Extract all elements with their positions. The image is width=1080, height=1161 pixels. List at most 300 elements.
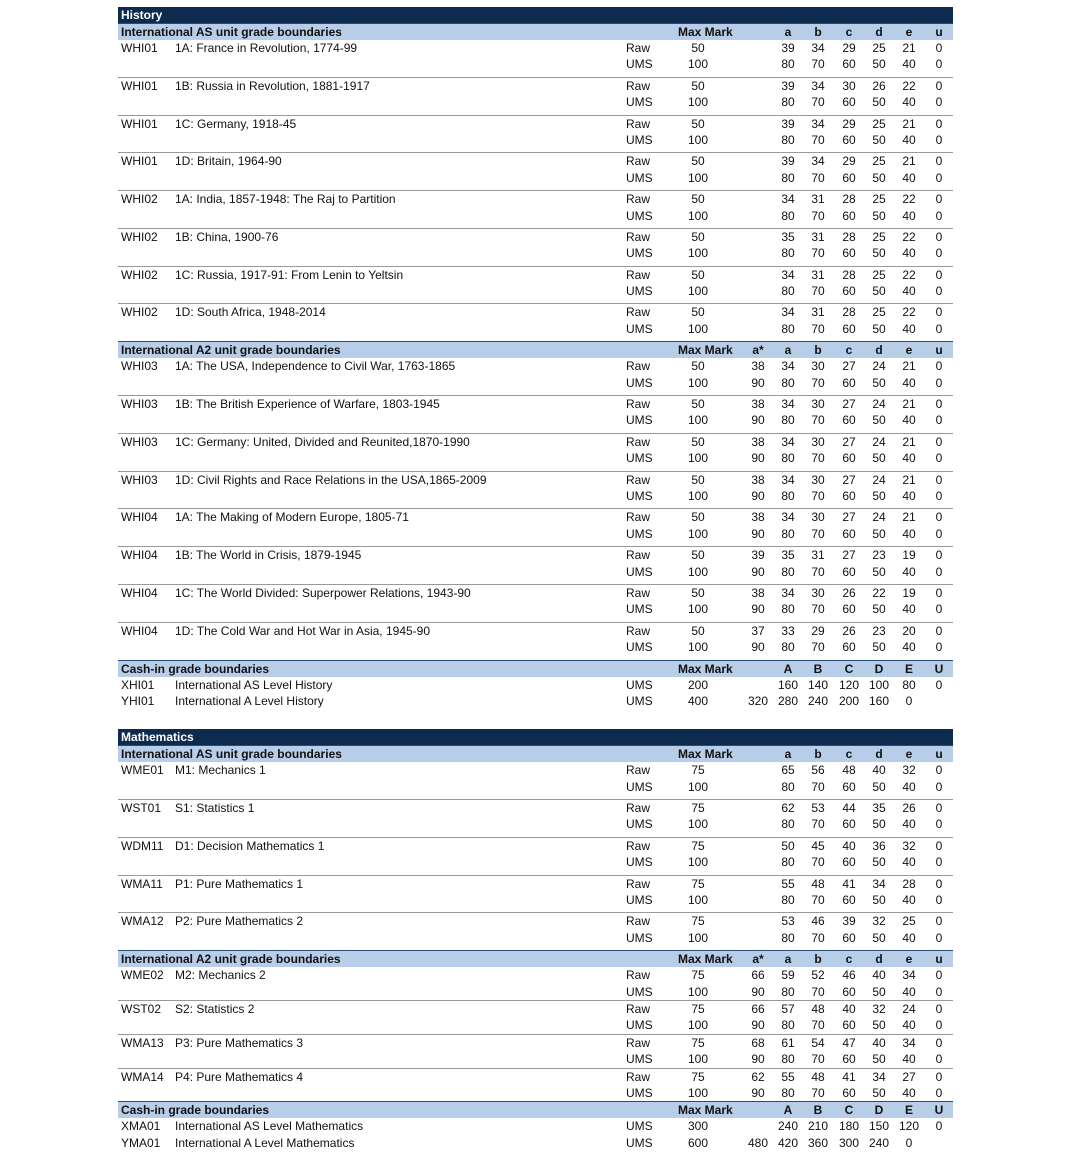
grade-value: 90 (751, 451, 765, 466)
unit-title: 1B: Russia in Revolution, 1881-1917 (175, 78, 370, 93)
max-mark-heading: Max Mark (678, 343, 733, 358)
max-mark: 75 (691, 1001, 705, 1016)
grade-value: 40 (872, 763, 886, 778)
unit-row-ums (118, 1051, 953, 1067)
history-as-header (118, 23, 953, 40)
grade-value: 40 (902, 170, 916, 185)
grade-value: 80 (781, 930, 795, 945)
qualification-title: International AS Level History (175, 677, 333, 692)
grade-heading: d (875, 952, 883, 967)
grade-value: 0 (935, 526, 943, 541)
mark-type: Raw (626, 1035, 651, 1050)
unit-row-raw (118, 913, 953, 929)
unit-row-ums (118, 854, 953, 870)
max-mark: 50 (691, 116, 705, 131)
grade-value: 27 (842, 434, 856, 449)
unit-row-raw (118, 229, 953, 245)
unit-row-raw (118, 762, 953, 778)
mark-type: Raw (626, 1001, 651, 1016)
grade-value: 0 (935, 451, 943, 466)
grade-value: 80 (781, 170, 795, 185)
grade-value: 34 (781, 585, 795, 600)
unit-code: WHI03 (121, 472, 158, 487)
grade-value: 80 (781, 1085, 795, 1100)
unit-title: P2: Pure Mathematics 2 (175, 914, 304, 929)
grade-value: 40 (902, 246, 916, 261)
unit-title: 1D: Britain, 1964-90 (175, 154, 282, 169)
maths-cash-header (118, 1101, 953, 1118)
grade-value: 200 (838, 693, 860, 708)
grade-value: 24 (872, 510, 886, 525)
grade-value: 70 (811, 1052, 825, 1067)
grade-value: 50 (781, 838, 795, 853)
mark-type: Raw (626, 305, 651, 320)
max-mark-heading: Max Mark (678, 1103, 733, 1118)
grade-value: 210 (807, 1119, 829, 1134)
unit-block (118, 78, 953, 116)
unit-row-ums (118, 892, 953, 908)
unit-title: 1C: Russia, 1917-91: From Lenin to Yeltsin (175, 267, 404, 282)
grade-value: 70 (811, 170, 825, 185)
grade-value: 0 (935, 1119, 943, 1134)
unit-row-raw (118, 304, 953, 320)
grade-value: 24 (902, 1001, 916, 1016)
unit-row-raw (118, 876, 953, 892)
grade-value: 60 (842, 855, 856, 870)
grade-value: 70 (811, 602, 825, 617)
grade-value: 24 (872, 359, 886, 374)
max-mark: 100 (687, 893, 709, 908)
grade-value: 50 (872, 413, 886, 428)
grade-value: 40 (902, 451, 916, 466)
unit-row-raw (118, 509, 953, 525)
grade-heading: e (905, 952, 913, 967)
unit-title: 1D: The Cold War and Hot War in Asia, 1945-90 (175, 623, 431, 638)
grade-value: 39 (781, 78, 795, 93)
grade-value: 0 (935, 192, 943, 207)
grade-value: 0 (935, 267, 943, 282)
grade-value: 300 (838, 1135, 860, 1150)
history-a2-header (118, 341, 953, 358)
subheader-label: International A2 unit grade boundaries (121, 343, 341, 358)
mark-type: Raw (626, 838, 651, 853)
max-mark: 100 (687, 640, 709, 655)
grade-value: 420 (777, 1135, 799, 1150)
grade-value: 60 (842, 779, 856, 794)
unit-code: WHI03 (121, 397, 158, 412)
cash-in-row (118, 693, 953, 709)
mark-type: UMS (626, 132, 653, 147)
grade-value: 0 (935, 623, 943, 638)
grade-value: 40 (902, 984, 916, 999)
grade-value: 34 (811, 78, 825, 93)
grade-value: 90 (751, 602, 765, 617)
grade-value: 22 (902, 305, 916, 320)
grade-value: 0 (935, 472, 943, 487)
grade-value: 40 (902, 640, 916, 655)
unit-code: WHI01 (121, 78, 158, 93)
grade-value: 60 (842, 1018, 856, 1033)
grade-value: 240 (807, 693, 829, 708)
grade-value: 70 (811, 284, 825, 299)
mark-type: UMS (626, 1052, 653, 1067)
qualification-title: International A Level Mathematics (175, 1135, 355, 1150)
grade-value: 60 (842, 95, 856, 110)
qualification-code: XMA01 (121, 1119, 161, 1134)
grade-value: 0 (935, 1069, 943, 1084)
unit-row-ums (118, 412, 953, 428)
grade-value: 180 (838, 1119, 860, 1134)
grade-value: 50 (872, 893, 886, 908)
grade-value: 60 (842, 132, 856, 147)
grade-value: 21 (902, 472, 916, 487)
mark-type: UMS (626, 488, 653, 503)
grade-value: 80 (781, 95, 795, 110)
qualification-code: YHI01 (121, 693, 155, 708)
unit-row-raw (118, 358, 953, 374)
unit-block (118, 153, 953, 191)
grade-heading: a* (752, 343, 764, 358)
grade-value: 37 (751, 623, 765, 638)
grade-value: 70 (811, 1018, 825, 1033)
grade-value: 60 (842, 984, 856, 999)
unit-row-raw (118, 547, 953, 563)
mark-type: UMS (626, 930, 653, 945)
grade-value: 40 (902, 132, 916, 147)
grade-heading: c (845, 952, 853, 967)
unit-row-raw (118, 191, 953, 207)
grade-value: 50 (872, 95, 886, 110)
unit-row-raw (118, 838, 953, 854)
grade-value: 25 (872, 229, 886, 244)
grade-value: 50 (872, 564, 886, 579)
grade-value: 0 (935, 548, 943, 563)
grade-value: 50 (872, 526, 886, 541)
grade-value: 80 (781, 488, 795, 503)
unit-code: WHI03 (121, 359, 158, 374)
max-mark-heading: Max Mark (678, 747, 733, 762)
grade-value: 41 (842, 876, 856, 891)
max-mark: 50 (691, 305, 705, 320)
grade-value: 60 (842, 246, 856, 261)
history-section (118, 7, 953, 709)
grade-value: 35 (872, 801, 886, 816)
unit-block (118, 800, 953, 838)
mark-type: Raw (626, 397, 651, 412)
unit-code: WHI02 (121, 267, 158, 282)
max-mark: 100 (687, 526, 709, 541)
unit-row-ums (118, 984, 953, 1000)
grade-value: 60 (842, 57, 856, 72)
grade-value: 50 (872, 284, 886, 299)
unit-block (118, 304, 953, 341)
grade-heading: d (875, 747, 883, 762)
grade-value: 80 (781, 817, 795, 832)
grade-value: 50 (872, 375, 886, 390)
unit-code: WHI02 (121, 305, 158, 320)
max-mark: 75 (691, 914, 705, 929)
max-mark: 100 (687, 246, 709, 261)
max-mark: 100 (687, 984, 709, 999)
grade-value: 0 (935, 763, 943, 778)
unit-row-raw (118, 472, 953, 488)
grade-value: 0 (935, 488, 943, 503)
unit-code: WHI03 (121, 434, 158, 449)
grade-value: 80 (781, 1052, 795, 1067)
maths-section-title: Mathematics (118, 729, 953, 745)
grade-value: 80 (781, 321, 795, 336)
cash-in-row (118, 677, 953, 693)
max-mark: 200 (687, 677, 709, 692)
unit-block (118, 40, 953, 78)
maths-a2-header (118, 950, 953, 967)
unit-title: 1C: Germany, 1918-45 (175, 116, 297, 131)
unit-block (118, 191, 953, 229)
unit-title: 1B: The World in Crisis, 1879-1945 (175, 548, 362, 563)
max-mark: 50 (691, 397, 705, 412)
unit-title: P4: Pure Mathematics 4 (175, 1069, 304, 1084)
max-mark: 75 (691, 801, 705, 816)
max-mark: 100 (687, 855, 709, 870)
grade-value: 0 (935, 116, 943, 131)
grade-value: 70 (811, 526, 825, 541)
grade-value: 80 (781, 855, 795, 870)
grade-heading: B (813, 661, 823, 676)
grade-value: 50 (872, 602, 886, 617)
mark-type: UMS (626, 208, 653, 223)
mark-type: Raw (626, 968, 651, 983)
grade-value: 0 (935, 855, 943, 870)
grade-heading: a (784, 747, 792, 762)
mark-type: Raw (626, 876, 651, 891)
grade-value: 48 (811, 1069, 825, 1084)
grade-value: 30 (842, 78, 856, 93)
grade-heading: b (814, 25, 822, 39)
mark-type: Raw (626, 510, 651, 525)
mark-type: UMS (626, 984, 653, 999)
mark-type: UMS (626, 321, 653, 336)
grade-value: 50 (872, 170, 886, 185)
grade-value: 53 (811, 801, 825, 816)
grade-value: 21 (902, 434, 916, 449)
grade-value: 0 (935, 510, 943, 525)
grade-heading: A (783, 1103, 793, 1118)
grade-value: 28 (902, 876, 916, 891)
grade-value: 55 (781, 1069, 795, 1084)
grade-value: 80 (781, 893, 795, 908)
unit-row-ums (118, 94, 953, 110)
grade-value: 90 (751, 564, 765, 579)
unit-block (118, 547, 953, 585)
grade-value: 90 (751, 1085, 765, 1100)
grade-heading: d (875, 343, 883, 358)
unit-code: WHI02 (121, 192, 158, 207)
mark-type: UMS (626, 57, 653, 72)
grade-value: 50 (872, 1052, 886, 1067)
grade-value: 40 (902, 375, 916, 390)
grade-value: 0 (905, 693, 913, 708)
grade-value: 29 (811, 623, 825, 638)
max-mark-heading: Max Mark (678, 661, 733, 676)
max-mark: 50 (691, 623, 705, 638)
grade-value: 30 (811, 397, 825, 412)
mark-type: Raw (626, 229, 651, 244)
unit-block (118, 876, 953, 914)
unit-block (118, 585, 953, 623)
grade-value: 44 (842, 801, 856, 816)
grade-value: 70 (811, 893, 825, 908)
grade-value: 0 (935, 1035, 943, 1050)
subheader-label: International A2 unit grade boundaries (121, 952, 341, 967)
unit-title: 1B: The British Experience of Warfare, 1803-1945 (175, 397, 440, 412)
grade-heading: E (904, 1103, 913, 1118)
unit-row-ums (118, 321, 953, 337)
grade-heading: C (844, 661, 854, 676)
grade-value: 40 (872, 968, 886, 983)
max-mark: 100 (687, 602, 709, 617)
grade-value: 30 (811, 359, 825, 374)
grade-value: 40 (902, 564, 916, 579)
grade-value: 60 (842, 817, 856, 832)
grade-value: 48 (842, 763, 856, 778)
max-mark: 100 (687, 375, 709, 390)
subheader-label: Cash-in grade boundaries (121, 1103, 270, 1118)
maths-as-header (118, 745, 953, 762)
unit-code: WDM11 (121, 838, 164, 853)
grade-heading: b (814, 747, 822, 762)
grade-heading: a (784, 343, 792, 358)
grade-value: 25 (872, 154, 886, 169)
grade-value: 32 (872, 914, 886, 929)
mark-type: UMS (626, 564, 653, 579)
unit-row-ums (118, 779, 953, 795)
grade-value: 90 (751, 1018, 765, 1033)
grade-value: 320 (747, 693, 769, 708)
grade-value: 25 (872, 116, 886, 131)
grade-value: 33 (781, 623, 795, 638)
grade-value: 38 (751, 585, 765, 600)
mark-type: Raw (626, 434, 651, 449)
mark-type: UMS (626, 284, 653, 299)
unit-row-ums (118, 601, 953, 617)
grade-value: 40 (872, 1035, 886, 1050)
grade-value: 66 (751, 1001, 765, 1016)
grade-value: 55 (781, 876, 795, 891)
unit-block (118, 967, 953, 1001)
grade-value: 70 (811, 451, 825, 466)
grade-value: 480 (747, 1135, 769, 1150)
grade-value: 90 (751, 413, 765, 428)
max-mark: 50 (691, 192, 705, 207)
mark-type: UMS (626, 893, 653, 908)
unit-block (118, 116, 953, 154)
unit-row-raw (118, 1069, 953, 1085)
history-cash-header (118, 660, 953, 677)
grade-value: 80 (902, 677, 916, 692)
max-mark: 100 (687, 208, 709, 223)
grade-value: 21 (902, 116, 916, 131)
unit-block (118, 623, 953, 660)
grade-value: 70 (811, 208, 825, 223)
unit-title: 1A: India, 1857-1948: The Raj to Partition (175, 192, 396, 207)
grade-value: 40 (902, 1085, 916, 1100)
unit-row-raw (118, 967, 953, 983)
max-mark: 100 (687, 1052, 709, 1067)
unit-row-ums (118, 132, 953, 148)
unit-row-raw (118, 434, 953, 450)
grade-value: 40 (902, 95, 916, 110)
grade-value: 50 (872, 817, 886, 832)
max-mark: 100 (687, 817, 709, 832)
grade-heading: u (935, 343, 943, 358)
grade-value: 70 (811, 984, 825, 999)
grade-value: 50 (872, 451, 886, 466)
cash-in-row (118, 1118, 953, 1134)
unit-row-ums (118, 170, 953, 186)
grade-value: 40 (902, 855, 916, 870)
max-mark: 100 (687, 321, 709, 336)
grade-value: 90 (751, 526, 765, 541)
grade-value: 0 (935, 154, 943, 169)
mark-type: UMS (626, 855, 653, 870)
grade-value: 160 (777, 677, 799, 692)
grade-value: 19 (902, 548, 916, 563)
grade-value: 34 (811, 41, 825, 55)
grade-value: 40 (902, 488, 916, 503)
mark-type: Raw (626, 763, 651, 778)
max-mark: 300 (687, 1119, 709, 1134)
max-mark: 50 (691, 78, 705, 93)
grade-value: 60 (842, 640, 856, 655)
grade-value: 0 (935, 229, 943, 244)
grade-value: 35 (781, 229, 795, 244)
grade-value: 60 (842, 170, 856, 185)
grade-value: 70 (811, 930, 825, 945)
max-mark: 100 (687, 1018, 709, 1033)
unit-code: WHI01 (121, 116, 158, 131)
grade-value: 240 (868, 1135, 890, 1150)
grade-value: 0 (935, 677, 943, 692)
unit-code: WHI04 (121, 585, 158, 600)
grade-value: 70 (811, 817, 825, 832)
grade-value: 28 (842, 229, 856, 244)
grade-value: 39 (781, 41, 795, 55)
grade-value: 28 (842, 192, 856, 207)
grade-value: 0 (935, 1085, 943, 1100)
mark-type: Raw (626, 585, 651, 600)
mark-type: Raw (626, 359, 651, 374)
unit-row-ums (118, 930, 953, 946)
grade-value: 27 (842, 359, 856, 374)
grade-value: 60 (842, 1052, 856, 1067)
grade-value: 80 (781, 57, 795, 72)
grade-value: 70 (811, 57, 825, 72)
grade-value: 24 (872, 434, 886, 449)
grade-value: 60 (842, 488, 856, 503)
grade-value: 40 (902, 817, 916, 832)
grade-value: 34 (781, 267, 795, 282)
grade-value: 65 (781, 763, 795, 778)
unit-block (118, 1069, 953, 1102)
grade-value: 23 (872, 548, 886, 563)
grade-value: 0 (935, 95, 943, 110)
grade-value: 70 (811, 375, 825, 390)
qualification-title: International A Level History (175, 693, 324, 708)
unit-code: WST02 (121, 1001, 162, 1016)
grade-value: 27 (902, 1069, 916, 1084)
grade-value: 30 (811, 510, 825, 525)
max-mark: 100 (687, 488, 709, 503)
